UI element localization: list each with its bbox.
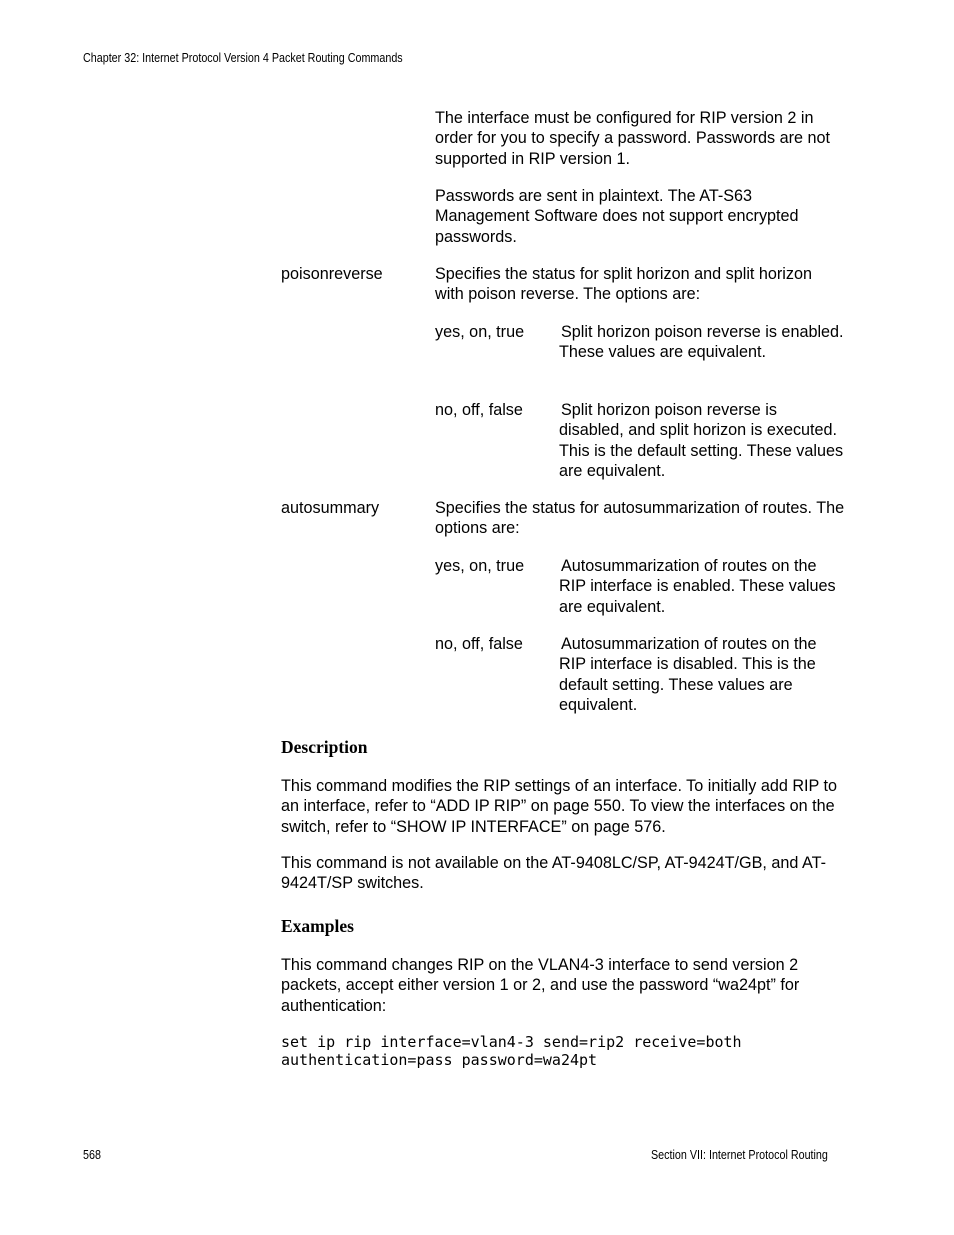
description-heading: Description <box>281 737 368 757</box>
option-value: no, off, false <box>435 635 523 653</box>
examples-paragraph: This command changes RIP on the VLAN4-3 interface to send version 2 packets, accept either version 1 or 2, and use the password “wa24pt” for authentication: <box>281 956 800 1015</box>
option-value: yes, on, true <box>435 557 525 575</box>
param-autosummary-desc: Specifies the status for autosummarization of routes. The options are: <box>435 499 845 538</box>
description-paragraph-1: This command modifies the RIP settings of an interface. To initially add RIP to an interface, refer to “ADD IP RIP” on page 550. To view the interfaces on the switch, refer to “SHOW IP INTERFACE” on page 576. <box>281 777 838 836</box>
option-desc: Split horizon poison reverse is disabled, and split horizon is executed. This is the default setting. These values are equivalent. <box>559 401 844 480</box>
password-note-1: The interface must be configured for RIP version 2 in order for you to specify a password. Passwords are not supported in RIP version 1. <box>435 109 830 168</box>
option-desc: Autosummarization of routes on the RIP interface is enabled. These values are equivalent. <box>559 557 836 616</box>
param-poisonreverse-name: poisonreverse <box>281 265 383 283</box>
running-header: Chapter 32: Internet Protocol Version 4 Packet Routing Commands <box>83 51 403 65</box>
option-value: no, off, false <box>435 401 523 419</box>
description-paragraph-2: This command is not available on the AT-9408LC/SP, AT-9424T/GB, and AT-9424T/SP switches. <box>281 854 826 893</box>
password-note-2: Passwords are sent in plaintext. The AT-S63 Management Software does not support encrypted passwords. <box>435 187 799 246</box>
examples-heading: Examples <box>281 916 354 936</box>
param-poisonreverse-desc: Specifies the status for split horizon and split horizon with poison reverse. The options are: <box>435 265 813 304</box>
code-example-line-2: authentication=pass password=wa24pt <box>281 1051 598 1069</box>
option-desc: Autosummarization of routes on the RIP interface is disabled. This is the default setting. These values are equivalent. <box>559 635 817 714</box>
running-footer: Section VII: Internet Protocol Routing <box>651 1148 828 1162</box>
code-example-line-1: set ip rip interface=vlan4-3 send=rip2 receive=both <box>281 1033 742 1051</box>
option-desc: Split horizon poison reverse is enabled. These values are equivalent. <box>559 323 844 362</box>
option-value: yes, on, true <box>435 323 525 341</box>
param-autosummary-name: autosummary <box>281 499 380 517</box>
page-number: 568 <box>83 1148 101 1162</box>
